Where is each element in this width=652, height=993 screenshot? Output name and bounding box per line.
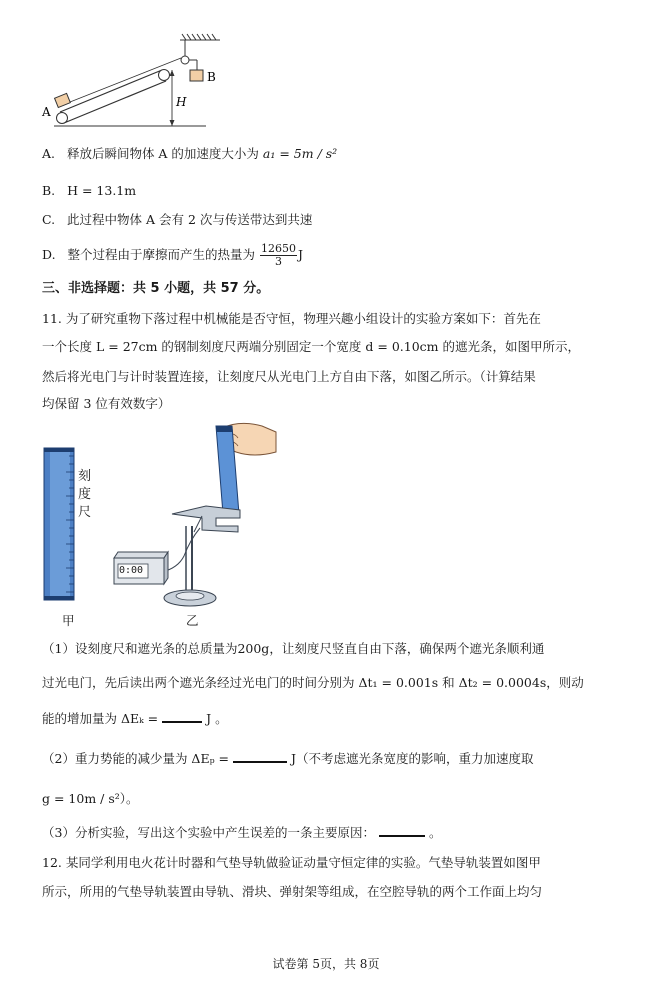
option-d-frac-den: 3 — [274, 255, 282, 268]
page-footer: 试卷第 5页，共 8页 — [272, 957, 380, 971]
q11-part3-end: 。 — [428, 825, 442, 840]
label-h: H — [176, 95, 187, 109]
q11-line-1: 11. 为了研究重物下落过程中机械能是否守恒，物理兴趣小组设计的实验方案如下：首先在 — [42, 311, 541, 326]
option-c-letter: C. — [42, 212, 56, 227]
block-b — [190, 70, 203, 81]
answer-blank-ep[interactable] — [233, 761, 287, 763]
option-a-formula: a₁ = 5m / s² — [262, 146, 338, 161]
label-a: A — [42, 105, 51, 119]
q11-part3-text: （3）分析实验，写出这个实验中产生误差的一条主要原因： — [42, 825, 375, 840]
option-d-frac-num: 12650 — [260, 242, 296, 255]
label-yi: 乙 — [186, 613, 199, 628]
option-d — [42, 241, 303, 269]
q11-part2-line-1 — [42, 751, 534, 767]
option-d-fraction — [260, 243, 297, 268]
q11-part1-line-3 — [42, 711, 228, 727]
photogate — [172, 506, 240, 532]
label-jia: 甲 — [62, 613, 75, 628]
option-b — [42, 183, 136, 199]
q11-part2-line-2: g = 10m / s²）。 — [42, 791, 139, 806]
option-b-letter: B. — [42, 183, 56, 198]
ruler-label: 刻度尺 — [78, 469, 92, 520]
q11-part1-line-3b: J 。 — [206, 711, 228, 726]
q11-line-4: 均保留 3 位有效数字） — [42, 396, 171, 411]
option-b-text: H = 13.1m — [67, 183, 137, 198]
incline-pulley-figure — [40, 30, 220, 135]
upper-roller — [159, 70, 170, 81]
option-d-unit: J — [297, 247, 303, 262]
option-d-text: 整个过程由于摩擦而产生的热量为 — [67, 247, 255, 262]
block-a — [55, 93, 71, 107]
q11-part2-line-1a: （2）重力势能的减少量为 ΔEₚ = — [42, 751, 230, 766]
option-a-text: 释放后瞬间物体 A 的加速度大小为 — [66, 146, 259, 161]
option-a-letter: A. — [42, 146, 56, 161]
stand — [164, 526, 216, 606]
ruler-jia — [44, 448, 74, 600]
option-a — [42, 146, 337, 162]
q11-part1-line-3a: 能的增加量为 ΔEₖ = — [42, 711, 159, 726]
option-c — [42, 212, 312, 228]
option-d-letter: D. — [42, 247, 56, 262]
pulley — [181, 56, 189, 64]
q12-line-2: 所示，所用的气垫导轨装置由导轨、滑块、弹射架等组成，在空腔导轨的两个工作面上均匀 — [42, 884, 543, 899]
q11-experiment-figure — [40, 418, 290, 628]
q11-line-2: 一个长度 L = 27cm 的钢制刻度尺两端分别固定一个宽度 d = 0.10cm 的遮光条，如图甲所示， — [42, 339, 580, 354]
q11-part1-line-2: 过光电门，先后读出两个遮光条经过光电门的时间分别为 Δt₁ = 0.001s 和 Δt₂ = 0.0004s，则动 — [42, 675, 584, 690]
option-c-text: 此过程中物体 A 会有 2 次与传送带达到共速 — [67, 212, 313, 227]
lower-roller — [57, 113, 68, 124]
label-b: B — [207, 70, 216, 84]
timer-display: 0:00 — [119, 565, 144, 576]
q11-part2-line-1b: J（不考虑遮光条宽度的影响，重力加速度取 — [291, 751, 534, 766]
q11-part3 — [42, 825, 441, 841]
section-heading: 三、非选择题：共 5 小题，共 57 分。 — [42, 281, 270, 296]
q11-part1-line-1: （1）设刻度尺和遮光条的总质量为200g，让刻度尺竖直自由下落，确保两个遮光条顺利通 — [42, 641, 545, 656]
q12-line-1: 12. 某同学利用电火花计时器和气垫导轨做验证动量守恒定律的实验。气垫导轨装置如图甲 — [42, 855, 541, 870]
q11-line-3: 然后将光电门与计时装置连接，让刻度尺从光电门上方自由下落，如图乙所示。（计算结果 — [42, 369, 536, 384]
answer-blank-ek[interactable] — [162, 721, 202, 723]
answer-blank-error[interactable] — [379, 835, 425, 837]
ceiling-hatch — [180, 34, 220, 40]
